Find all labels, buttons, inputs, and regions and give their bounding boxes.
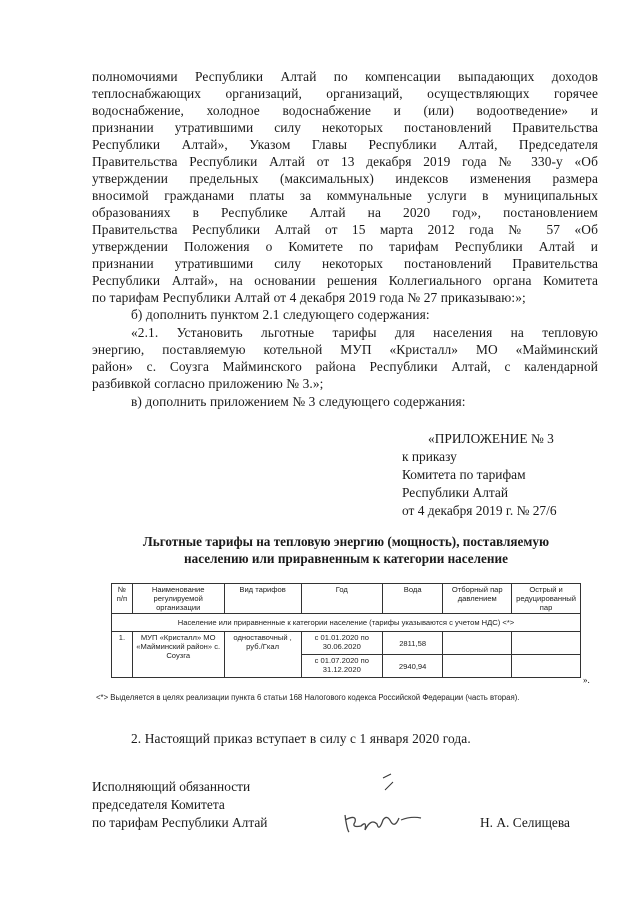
- body-line: утверждении Положения о Комитете по тарифам Республики Алтай и: [92, 239, 598, 254]
- row-kind: одноставочный , руб./Гкал: [224, 632, 301, 678]
- row-value-1: 2811,58: [382, 632, 442, 655]
- table-section-row: [112, 614, 581, 632]
- body-line: утверждении предельных (максимальных) индексов изменения размера: [92, 171, 598, 186]
- point-2-1-line: разбивкой согласно приложению № 3.»;: [92, 376, 324, 391]
- header-num: № п/п: [112, 584, 133, 614]
- row-empty-cell: [443, 632, 512, 655]
- header-sharp-steam: Острый и редуцированный пар: [512, 584, 581, 614]
- body-line: признании утратившими силу некоторых постановлений Правительства: [92, 256, 598, 271]
- point-2-1-line: «2.1. Установить льготные тарифы для населения на тепловую: [131, 325, 598, 340]
- body-line: вносимой гражданами платы за коммунальные услуги в муниципальных: [92, 188, 598, 203]
- appendix-line: Комитета по тарифам: [402, 467, 526, 482]
- table-title: населению или приравненным к категории население: [184, 551, 508, 566]
- item-b: б) дополнить пунктом 2.1 следующего содержания:: [131, 307, 430, 322]
- appendix-line: к приказу: [402, 449, 457, 464]
- body-line: признании утратившими силу некоторых постановлений Правительства: [92, 120, 598, 135]
- table-footnote: <*> Выделяется в целях реализации пункта 6 статьи 168 Налогового кодекса Российской Федерации (часть вторая).: [96, 693, 520, 702]
- signatory-position: по тарифам Республики Алтай: [92, 815, 268, 830]
- body-line: Республики Алтай», на основании решения Коллегиального органа Комитета: [92, 273, 598, 288]
- row-period-1: с 01.01.2020 по 30.06.2020: [301, 632, 382, 655]
- item-v: в) дополнить приложением № 3 следующего содержания:: [131, 394, 466, 409]
- body-line: Республики Алтай», Указом Главы Республики Алтай, Председателя: [92, 137, 598, 152]
- table-row: [112, 632, 581, 655]
- closing-quote-mark: ».: [583, 675, 590, 685]
- row-empty-cell: [512, 655, 581, 678]
- appendix-line: от 4 декабря 2019 г. № 27/6: [402, 503, 557, 518]
- appendix-line: Республики Алтай: [402, 485, 509, 500]
- header-steam: Отборный пар давлением: [443, 584, 512, 614]
- body-line: Правительства Республики Алтай от 13 декабря 2019 года № 330-у «Об: [92, 154, 598, 169]
- signatory-name: Н. А. Селищева: [480, 815, 570, 830]
- body-line: образованиях в Республике Алтай на 2020 год», постановлением: [92, 205, 598, 220]
- row-empty-cell: [512, 632, 581, 655]
- body-line: полномочиями Республики Алтай по компенсации выпадающих доходов: [92, 69, 598, 84]
- row-period-2: с 01.07.2020 по 31.12.2020: [301, 655, 382, 678]
- signatory-position: председателя Комитета: [92, 797, 225, 812]
- row-org: МУП «Кристалл» МО «Майминский район» с. Соузга: [132, 632, 224, 678]
- tariffs-table: [111, 583, 581, 678]
- body-line: водоснабжение, холодное водоснабжение и (или) водоотведение» и: [92, 103, 598, 118]
- header-year: Год: [301, 584, 382, 614]
- header-kind: Вид тарифов: [224, 584, 301, 614]
- section-label: Население или приравненные к категории население (тарифы указываются с учетом НДС) <*>: [112, 614, 581, 632]
- row-empty-cell: [443, 655, 512, 678]
- point-2-1-line: энергию, поставляемую котельной МУП «Кристалл» МО «Майминский: [92, 342, 598, 357]
- body-line: Правительства Республики Алтай от 15 марта 2012 года № 57 «Об: [92, 222, 598, 237]
- order-point-2: 2. Настоящий приказ вступает в силу с 1 января 2020 года.: [131, 731, 471, 746]
- handwritten-signature: [335, 770, 445, 850]
- appendix-title: «ПРИЛОЖЕНИЕ № 3: [428, 431, 554, 446]
- body-line: теплоснабжающих организаций, организаций, осуществляющих горячее: [92, 86, 598, 101]
- table-title: Льготные тарифы на тепловую энергию (мощность), поставляемую: [142, 534, 550, 549]
- row-num: 1.: [112, 632, 133, 678]
- row-value-2: 2940,94: [382, 655, 442, 678]
- header-org: Наименование регулируемой организации: [132, 584, 224, 614]
- signatory-position: Исполняющий обязанности: [92, 779, 251, 794]
- body-line: по тарифам Республики Алтай от 4 декабря 2019 года № 27 приказываю:»;: [92, 290, 526, 305]
- header-water: Вода: [382, 584, 442, 614]
- table-header-row: [112, 584, 581, 614]
- point-2-1-line: район» с. Соузга Майминского района Республики Алтай, с календарной: [92, 359, 598, 374]
